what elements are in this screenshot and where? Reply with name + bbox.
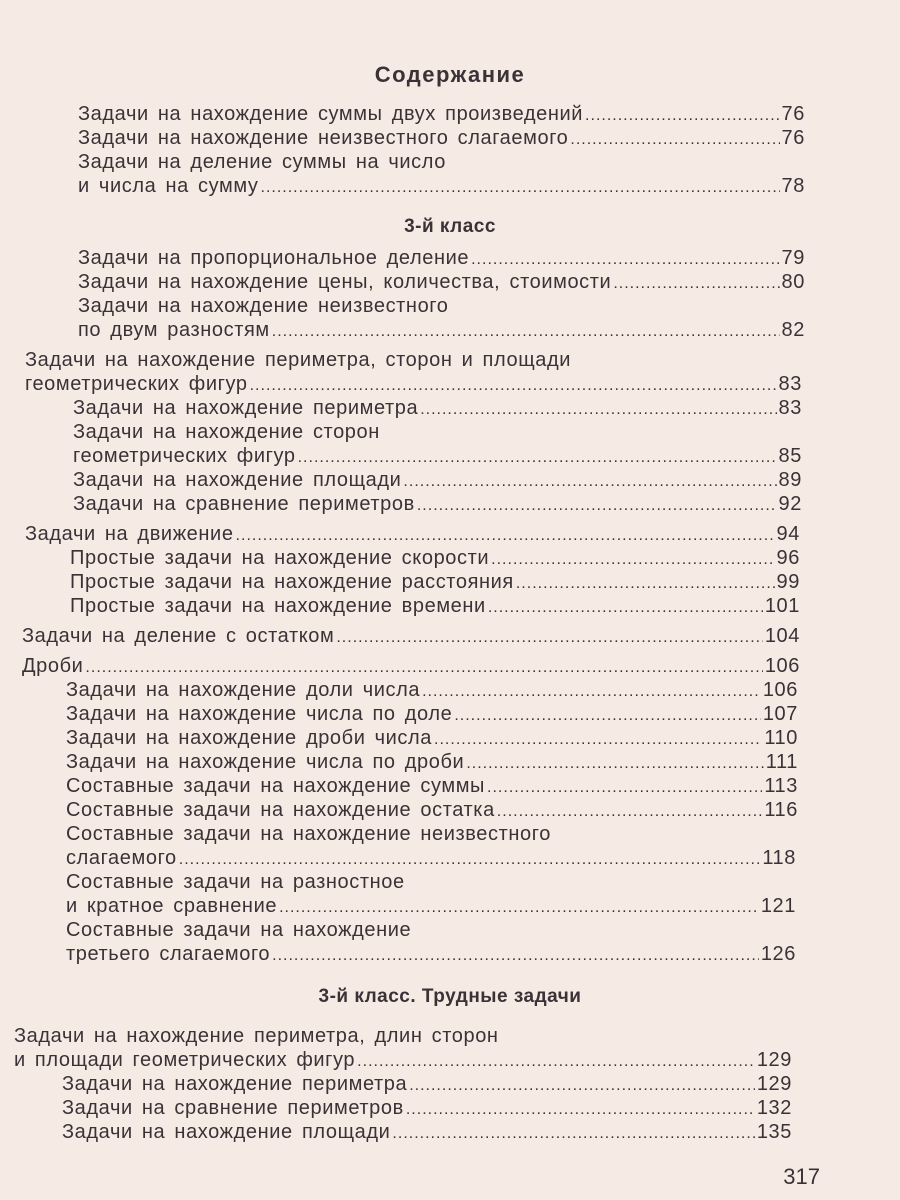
page-number: 317 [783, 1164, 820, 1189]
toc-entry-label: Дроби [22, 655, 84, 677]
toc-entry-label: Составные задачи на нахождение [66, 919, 412, 941]
leader-dots [279, 896, 759, 920]
toc-entry-label: Задачи на нахождение числа по доле [66, 703, 453, 725]
toc-entry-label: Задачи на нахождение дроби числа [66, 727, 433, 749]
section-heading: 3-й класс. Трудные задачи [318, 986, 582, 1007]
toc-entry-label: Задачи на пропорциональное деление [78, 247, 470, 269]
toc-entry-label: третьего слагаемого [66, 943, 271, 965]
toc-entry [22, 624, 800, 650]
toc-entry [66, 846, 796, 872]
toc-entry [66, 702, 798, 728]
toc-entry-label: Задачи на сравнение периметров [73, 493, 415, 515]
toc-entry-label: и площади геометрических фигур [14, 1049, 356, 1071]
toc-entry-label: Простые задачи на нахождение расстояния [70, 571, 514, 593]
leader-dots [488, 596, 763, 620]
leader-dots [466, 752, 763, 776]
toc-entry [66, 678, 798, 704]
toc-entry-label: Задачи на деление с остатком [22, 625, 335, 647]
leader-dots [491, 548, 774, 572]
toc-entry [78, 174, 805, 200]
toc-entry-label: Простые задачи на нахождение скорости [70, 547, 490, 569]
toc-entry [78, 318, 805, 344]
leader-dots [409, 1074, 755, 1098]
toc-entry-page: 99 [776, 571, 800, 593]
toc-entry [66, 798, 798, 824]
toc-entry-label: Задачи на нахождение периметра, длин сторон [14, 1025, 499, 1047]
toc-entry [66, 750, 798, 776]
toc-entry-label: слагаемого [66, 847, 177, 869]
leader-dots [422, 680, 761, 704]
toc-entry-page: 116 [764, 799, 798, 821]
toc-entry-page: 111 [765, 751, 798, 773]
toc-entry [66, 942, 796, 968]
toc-entry-page: 83 [778, 373, 802, 395]
toc-entry-page: 113 [764, 775, 798, 797]
toc-entry [66, 894, 796, 920]
leader-dots [613, 272, 779, 296]
toc-entry [70, 546, 800, 572]
toc-entry-label: Задачи на нахождение неизвестного слагаемого [78, 127, 569, 149]
toc-entry-label: Задачи на нахождение сторон [73, 421, 380, 443]
toc-entry-label: Задачи на деление суммы на число [78, 151, 446, 173]
toc-entry [70, 594, 800, 620]
leader-dots [406, 1098, 755, 1122]
leader-dots [272, 320, 780, 344]
leader-dots [434, 728, 762, 752]
toc-entry [22, 654, 800, 680]
toc-entry-label: Задачи на нахождение периметра [73, 397, 419, 419]
toc-entry [25, 522, 800, 548]
leader-dots [179, 848, 761, 872]
toc-entry-page: 94 [776, 523, 800, 545]
toc-entry-page: 129 [756, 1073, 792, 1095]
toc-entry-page: 92 [778, 493, 802, 515]
toc-entry-page: 89 [778, 469, 802, 491]
leader-dots [392, 1122, 754, 1146]
toc-entry-page: 110 [764, 727, 798, 749]
leader-dots [487, 776, 762, 800]
leader-dots [516, 572, 775, 596]
toc-entry [73, 468, 802, 494]
toc-entry-page: 80 [781, 271, 805, 293]
toc-entry-label: Составные задачи на разностное [66, 871, 405, 893]
leader-dots [261, 176, 780, 200]
toc-entry [78, 102, 805, 128]
toc-entry-label: Задачи на нахождение периметра, сторон и площади [25, 349, 572, 371]
page-title: Содержание [374, 62, 526, 87]
toc-entry-label: по двум разностям [78, 319, 270, 341]
leader-dots [336, 626, 762, 650]
toc-entry-page: 76 [781, 103, 805, 125]
toc-entry [14, 1048, 792, 1074]
toc-entry [78, 270, 805, 296]
leader-dots [272, 944, 759, 968]
toc-entry [73, 444, 802, 470]
toc-entry-page: 118 [762, 847, 796, 869]
toc-entry-label: Составные задачи на нахождение остатка [66, 799, 495, 821]
leader-dots [420, 398, 776, 422]
toc-entry-label: Задачи на нахождение периметра [62, 1073, 408, 1095]
leader-dots [357, 1050, 755, 1074]
leader-dots [454, 704, 760, 728]
toc-entry-label: Задачи на нахождение площади [62, 1121, 391, 1143]
leader-dots [250, 374, 777, 398]
toc-entry-label: Задачи на нахождение доли числа [66, 679, 421, 701]
toc-entry [73, 492, 802, 518]
leader-dots [471, 248, 779, 272]
leader-dots [417, 494, 777, 518]
leader-dots [497, 800, 763, 824]
toc-entry-label: Задачи на нахождение суммы двух произведений [78, 103, 584, 125]
toc-entry-label: и кратное сравнение [66, 895, 278, 917]
toc-entry [66, 774, 798, 800]
toc-entry-label: Задачи на нахождение цены, количества, стоимости [78, 271, 612, 293]
toc-entry-page: 132 [756, 1097, 792, 1119]
toc-entry-label: Задачи на нахождение неизвестного [78, 295, 449, 317]
toc-entry [78, 126, 805, 152]
section-heading: 3-й класс [404, 216, 496, 237]
toc-entry-label: Составные задачи на нахождение суммы [66, 775, 486, 797]
toc-entry-page: 106 [764, 655, 800, 677]
leader-dots [85, 656, 762, 680]
toc-entry [62, 1072, 792, 1098]
toc-entry-page: 101 [764, 595, 800, 617]
toc-entry-page: 96 [776, 547, 800, 569]
toc-entry-label: геометрических фигур [25, 373, 248, 395]
toc-entry-page: 106 [762, 679, 798, 701]
toc-entry-page: 85 [778, 445, 802, 467]
leader-dots [585, 104, 780, 128]
toc-entry-page: 107 [762, 703, 798, 725]
toc-entry-label: Задачи на движение [25, 523, 234, 545]
toc-entry [73, 396, 802, 422]
toc-entry-page: 104 [764, 625, 800, 647]
toc-entry [78, 246, 805, 272]
toc-entry-label: Задачи на нахождение площади [73, 469, 402, 491]
toc-entry-label: и числа на сумму [78, 175, 259, 197]
toc-entry-label: Простые задачи на нахождение времени [70, 595, 486, 617]
toc-entry [70, 570, 800, 596]
toc-entry-page: 129 [756, 1049, 792, 1071]
leader-dots [403, 470, 776, 494]
toc-entry [62, 1120, 792, 1146]
toc-entry-page: 82 [781, 319, 805, 341]
toc-entry-page: 126 [760, 943, 796, 965]
toc-entry [25, 372, 802, 398]
leader-dots [570, 128, 779, 152]
toc-entry-page: 83 [778, 397, 802, 419]
toc-entry [66, 726, 798, 752]
toc-entry-page: 78 [781, 175, 805, 197]
toc-entry-label: Задачи на сравнение периметров [62, 1097, 404, 1119]
toc-entry-page: 76 [781, 127, 805, 149]
toc-entry-label: геометрических фигур [73, 445, 296, 467]
toc-entry-page: 121 [760, 895, 796, 917]
toc-entry-page: 79 [781, 247, 805, 269]
toc-entry-label: Составные задачи на нахождение неизвестного [66, 823, 551, 845]
toc-entry [62, 1096, 792, 1122]
toc-entry-label: Задачи на нахождение числа по дроби [66, 751, 465, 773]
leader-dots [298, 446, 777, 470]
leader-dots [236, 524, 775, 548]
toc-entry-page: 135 [756, 1121, 792, 1143]
